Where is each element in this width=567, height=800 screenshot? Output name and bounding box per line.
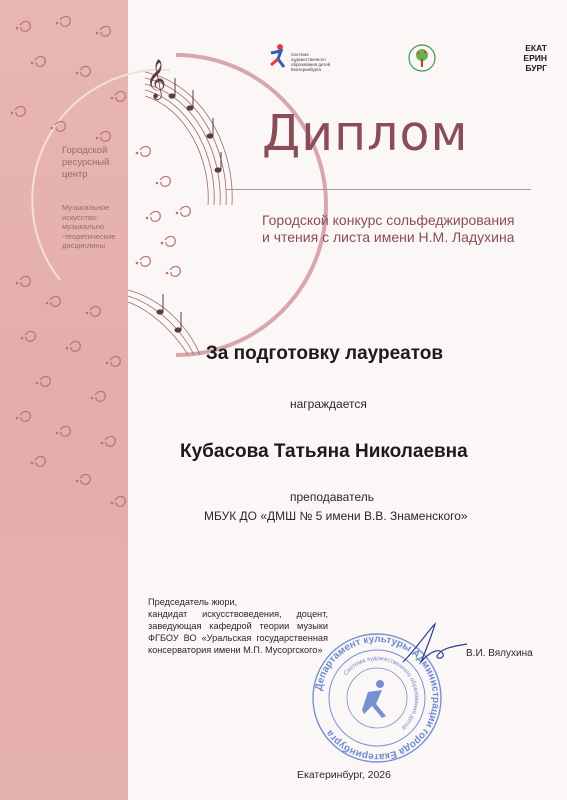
city-logo-line: ЕРИН <box>523 53 547 63</box>
jury-line: Председатель жюри, <box>148 597 238 607</box>
resource-center-label <box>62 145 146 251</box>
logo-line: образования детей <box>291 62 331 67</box>
system-logo <box>267 43 387 83</box>
jury-line: кандидат искусствоведения, доцент, <box>148 609 328 619</box>
header-logos <box>267 43 547 83</box>
discipline-line: -теоретические <box>62 231 116 241</box>
discipline-line: музыкально <box>62 222 105 231</box>
logo-line: художественного <box>291 57 326 62</box>
awarded-label: награждается <box>290 397 367 411</box>
city-logo-line: БУРГ <box>525 63 547 73</box>
signature <box>397 618 471 668</box>
svg-text:𝄞: 𝄞 <box>146 59 167 99</box>
stamp-inner-text: Система художественного образования детей <box>343 655 420 731</box>
recipient-role: преподаватель <box>290 490 374 504</box>
contest-line: и чтения с листа имени Н.М. Ладухина <box>262 229 515 245</box>
ekaterinburg-logo <box>499 43 547 81</box>
discipline-line: дисциплины <box>62 241 105 250</box>
figure-icon <box>267 43 289 69</box>
recipient-name: Кубасова Татьяна Николаевна <box>180 441 468 462</box>
place-and-year: Екатеринбург, 2026 <box>297 769 391 781</box>
contest-name <box>262 212 547 246</box>
discipline-label <box>62 203 146 251</box>
stamp-outer-text: Департамент культуры Администрации города Екатеринбурга <box>313 633 442 763</box>
jury-line: консерватория имени М.П. Мусоргского» <box>148 645 323 655</box>
logo-line: Система <box>291 52 309 57</box>
center-line: ресурсный <box>62 157 110 168</box>
title-divider <box>226 189 531 190</box>
jury-chair-block <box>148 596 328 656</box>
logo-line: Екатеринбурга <box>291 67 321 72</box>
tree-emblem-icon <box>407 43 437 81</box>
recipient-school: МБУК ДО «ДМШ № 5 имени В.В. Знаменского» <box>204 509 468 523</box>
contest-line: Городской конкурс сольфеджирования <box>262 212 515 228</box>
discipline-line: Музыкальное <box>62 203 110 212</box>
decorative-left-band <box>0 0 128 800</box>
center-line: центр <box>62 169 88 180</box>
diploma-title: Диплом <box>262 105 469 162</box>
city-logo-line: ЕКАТ <box>525 43 547 53</box>
signer-name: В.И. Вялухина <box>466 648 533 659</box>
jury-line: ФГБОУ ВО «Уральская государственная <box>148 633 328 643</box>
center-line: Городской <box>62 145 108 156</box>
award-reason: За подготовку лауреатов <box>205 343 444 364</box>
jury-line: заведующая кафедрой теории музыки <box>148 621 328 631</box>
discipline-line: искусство: <box>62 212 99 222</box>
